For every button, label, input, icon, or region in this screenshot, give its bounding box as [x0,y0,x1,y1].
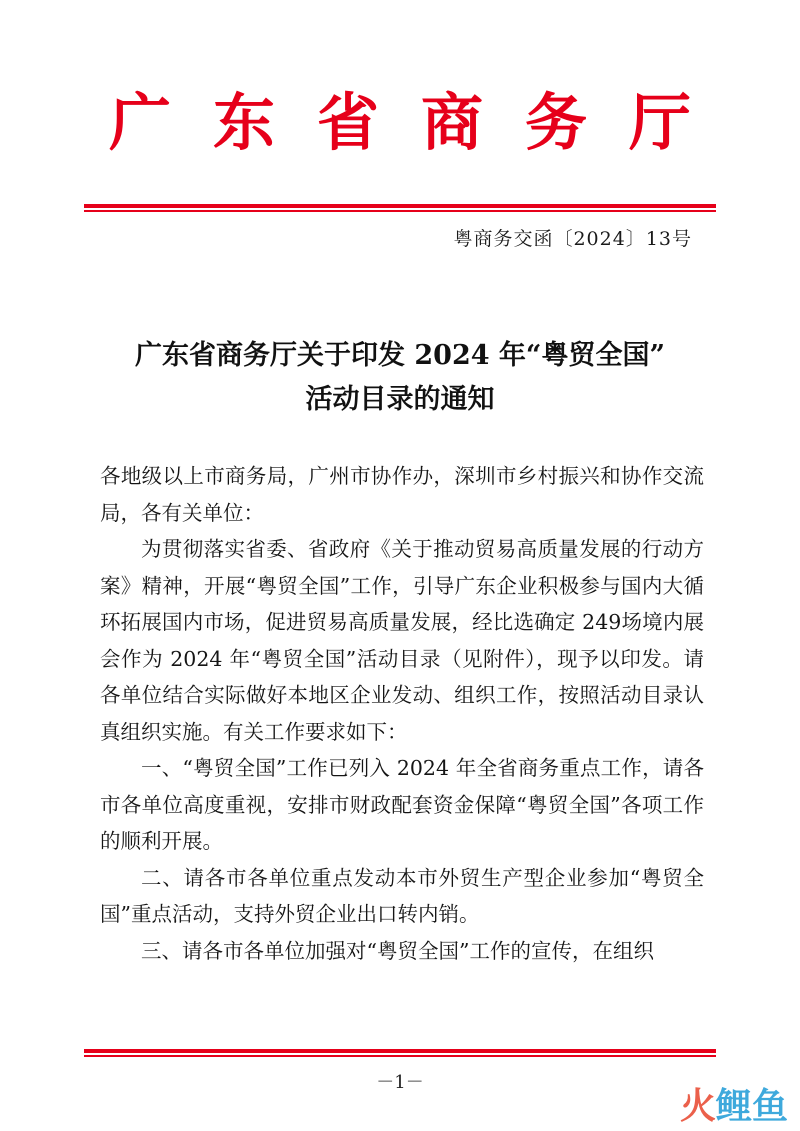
body-paragraph: 为贯彻落实省委、省政府《关于推动贸易高质量发展的行动方案》精神，开展“粤贸全国”工作，引导广东企业积极参与国内大循环拓展国内市场，促进贸易高质量发展，经比选确定 249场境内展会作为 2024 年“粤贸全国”活动目录（见附件），现予以印发。请各单位结合实际做好本地区企业发动、组织工作，按照活动目录认真组织实施。有关工作要求如下： [100,537,704,744]
red-divider-top-thin [84,210,716,212]
red-divider-bottom [84,1049,716,1057]
document-body [100,458,704,969]
body-paragraph: 一、“粤贸全国”工作已列入 2024 年全省商务重点工作，请各市各单位高度重视，安排市财政配套资金保障“粤贸全国”各项工作的顺利开展。 [100,756,704,853]
document-number: 粤商务交函〔2024〕13号 [453,228,692,250]
red-divider-bottom-thick [84,1049,716,1053]
body-paragraph: 二、请各市各单位重点发动本市外贸生产型企业参加“粤贸全国”重点活动，支持外贸企业出口转内销。 [100,865,704,926]
page-number: －1－ [376,1072,424,1093]
document-title [0,334,800,422]
red-divider-top [84,204,716,212]
watermark-logo-part-2: 鲤鱼 [715,1086,788,1127]
salutation: 各地级以上市商务局，广州市协作办，深圳市乡村振兴和协作交流局，各有关单位： [100,464,704,525]
body-paragraph: 三、请各市各单位加强对“粤贸全国”工作的宣传，在组织 [141,938,654,963]
red-divider-top-thick [84,204,716,208]
watermark-logo-part-1: 火 [679,1086,716,1127]
document-title-line-1: 广东省商务厅关于印发 2024 年“粤贸全国” [134,340,665,371]
document-title-line-2: 活动目录的通知 [305,384,495,415]
masthead-title: 广东省商务厅 [108,86,733,159]
watermark-logo [679,1086,788,1127]
red-divider-bottom-thin [84,1055,716,1057]
